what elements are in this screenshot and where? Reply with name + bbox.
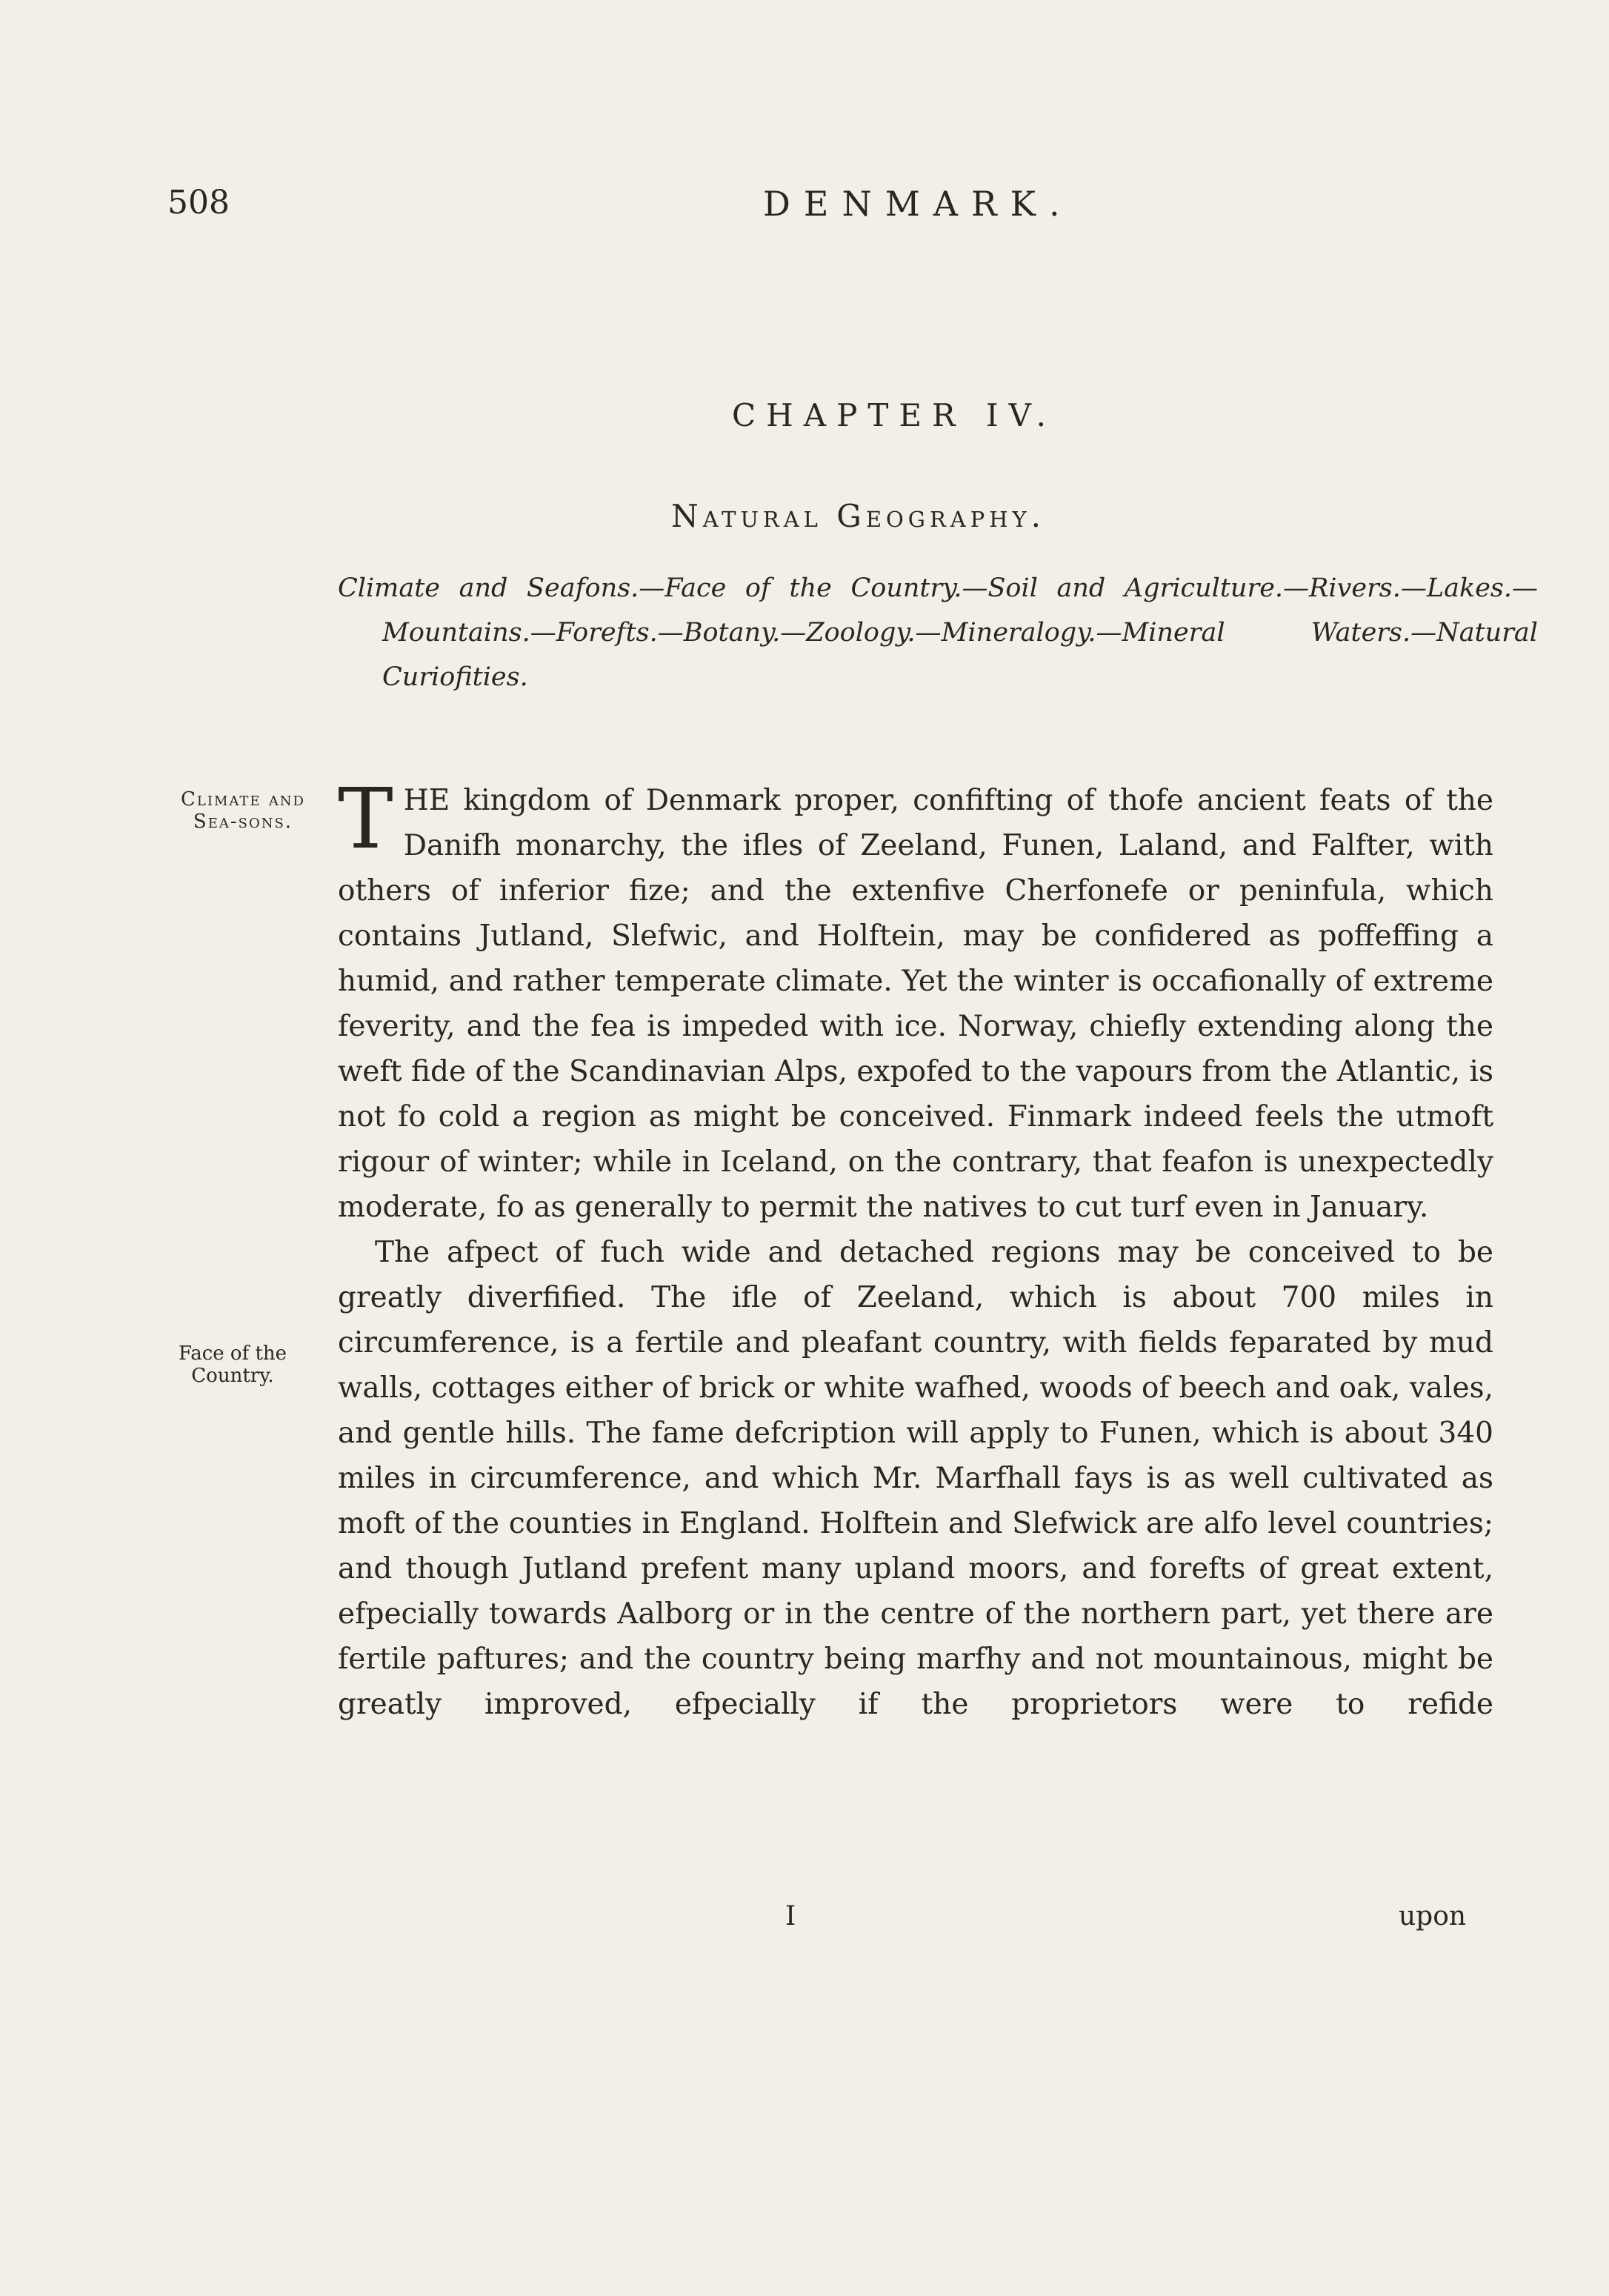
signature-mark: I bbox=[785, 1901, 796, 1931]
drop-cap: T bbox=[338, 771, 393, 868]
running-head bbox=[0, 184, 1609, 228]
margin-note-face: Face of the Country. bbox=[178, 1342, 287, 1387]
page-number: 508 bbox=[167, 184, 230, 222]
catchword: upon bbox=[1399, 1901, 1467, 1931]
running-title: DENMARK. bbox=[763, 184, 1073, 224]
margin-note-climate: Climate and Sea-sons. bbox=[181, 788, 305, 833]
paragraph-climate bbox=[338, 771, 1493, 1230]
section-title: Natural Geography. bbox=[671, 498, 1046, 534]
paragraph-face: The afpect of fuch wide and detached regions may be conceived to be greatly diverfified. The ifle of Zeeland, which is about 700 miles in circumference, is a fertile and pleafant country, with fields feparated by mud walls, cottages either of brick or white wafhed, woods of beech and oak, vales, and gentle hills. The fame defcription will apply to Funen, which is about 340 miles in circumference, and which Mr. Marfhall fays is as well cultivated as moft of the counties in England. Holftein and Slefwick are alfo level countries; and though Jutland prefent many upland moors, and forefts of great extent, efpecially towards Aalborg or in the centre of the northern part, yet there are fertile paftures; and the country being marfhy and not mountainous, might be greatly improved, efpecially if the proprietors were to refide bbox=[338, 1236, 1493, 1721]
body-text bbox=[338, 771, 1493, 1727]
page-footer bbox=[0, 1901, 1609, 1938]
paragraph-climate-text: HE kingdom of Denmark proper, confifting of thofe ancient feats of the Danifh monarchy, the ifles of Zeeland, Funen, Laland, and Falfter, with others of inferior fize; and the extenfive Cherfonefe or peninfula, which contains Jutland, Slefwic, and Holftein, may be confidered as poffeffing a humid, and rather temperate climate. Yet the winter is occafionally of extreme feverity, and the fea is impeded with ice. Norway, chiefly extending along the weft fide of the Scandinavian Alps, expofed to the vapours from the Atlantic, is not fo cold a region as might be conceived. Finmark indeed feels the utmoft rigour of winter; while in Iceland, on the contrary, that feafon is unexpectedly moderate, fo as generally to permit the natives to cut turf even in January. bbox=[338, 784, 1493, 1224]
chapter-title: CHAPTER IV. bbox=[732, 397, 1056, 433]
chapter-summary: Climate and Seafons.—Face of the Country.—Soil and Agriculture.—Rivers.—Lakes.—Mountains.—Forefts.—Botany.—Zoology.—Mineralogy.—Mineral Waters.—Natural Curiofities. bbox=[338, 573, 1538, 692]
